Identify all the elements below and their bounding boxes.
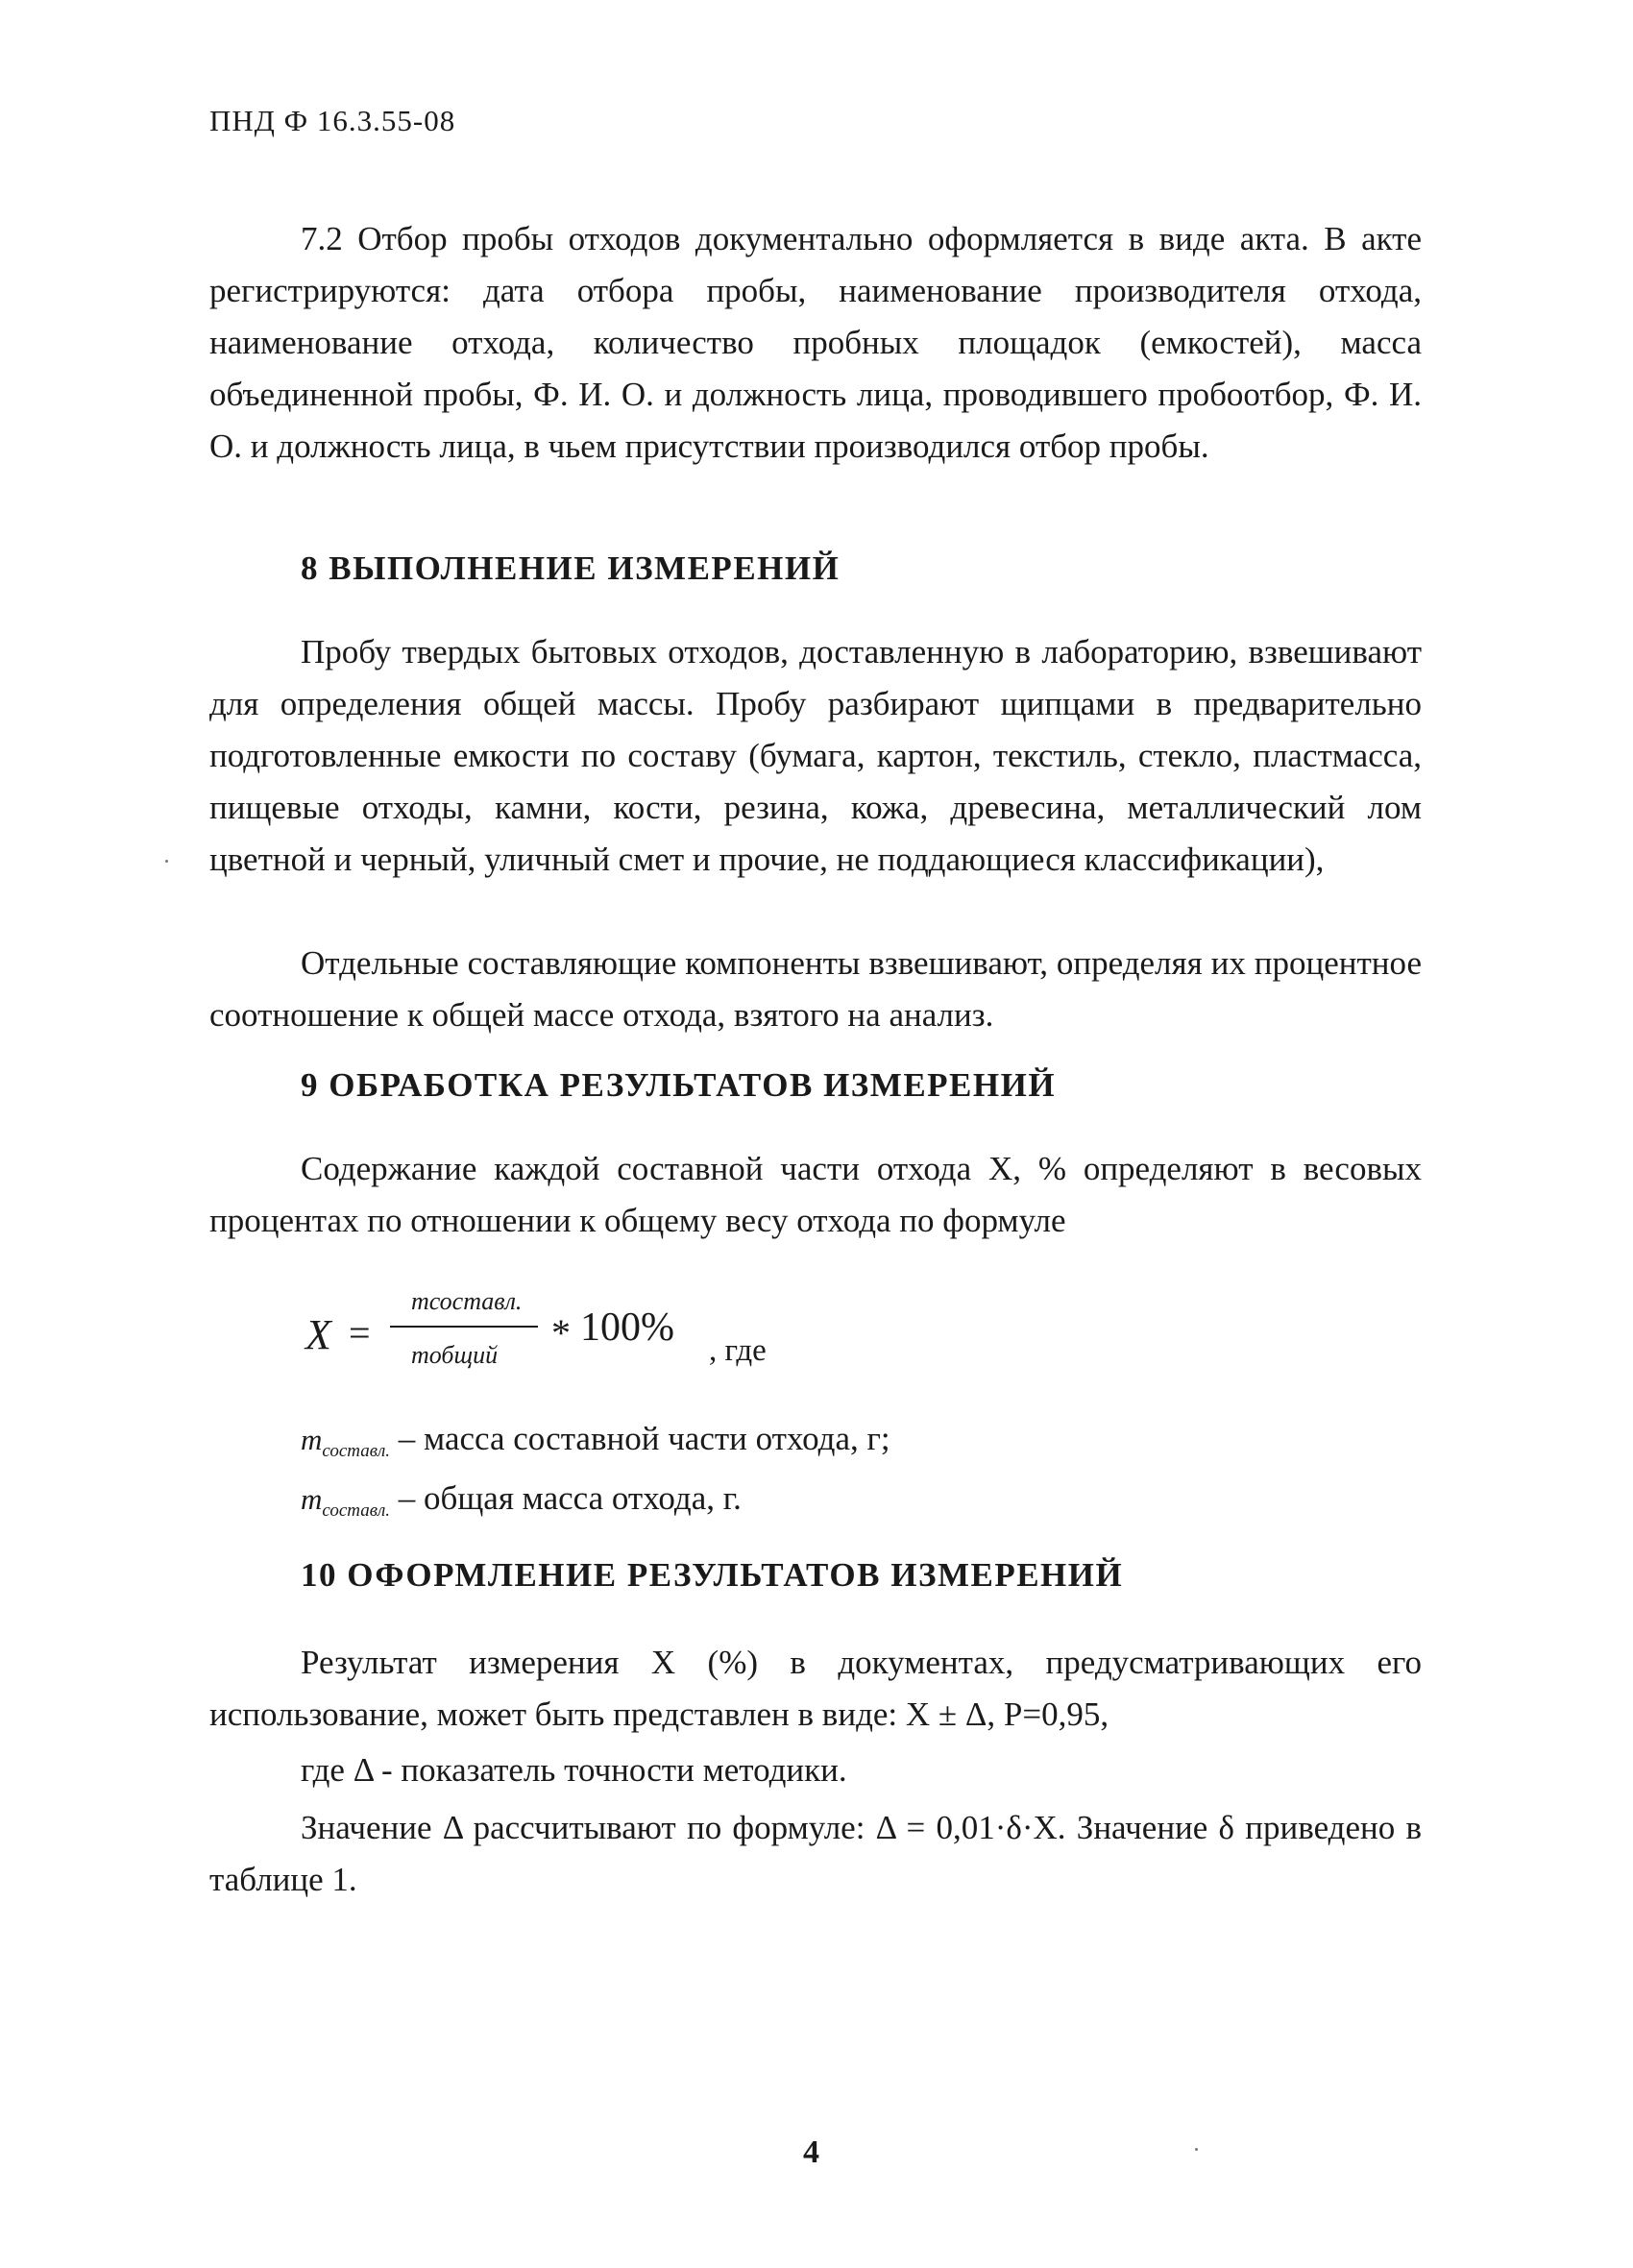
- section-8-paragraph-1: Пробу твердых бытовых отходов, доставленную в лабораторию, взвешивают для определения общей массы. Пробу разбирают щипцами в предварительно подготовленные емкости по составу (бумага, картон, текстиль, стекло, пластмасса, пищевые отходы, камни, кости, резина, кожа, древесина, металлический лом цветной и черный, уличный смет и прочие, не поддающиеся классификации),: [209, 633, 1422, 878]
- formula-numerator: mсоставл.: [411, 1287, 523, 1315]
- mass-fraction-formula: [305, 1285, 805, 1391]
- fraction-bar: [390, 1326, 538, 1328]
- formula-suffix: , где: [709, 1333, 767, 1368]
- formula-lhs: X: [305, 1311, 331, 1358]
- formula-multiply: *: [551, 1311, 571, 1354]
- definition-line: [301, 1420, 890, 1462]
- definition-symbol: $m_{составл.}$: [301, 1423, 391, 1462]
- scan-speck: [1195, 2148, 1198, 2151]
- definition-line: [301, 1479, 742, 1522]
- page-number: 4: [803, 2134, 819, 2170]
- section-8-heading: 8 ВЫПОЛНЕНИЕ ИЗМЕРЕНИЙ: [301, 549, 841, 587]
- formula-factor: 100%: [580, 1305, 674, 1350]
- section-8-paragraph-2: Отдельные составляющие компоненты взвешивают, определяя их процентное соотношение к общей массе отхода, взятого на анализ.: [209, 944, 1422, 1034]
- definition-symbol: $m_{составл.}$: [301, 1482, 391, 1522]
- section-10-heading: 10 ОФОРМЛЕНИЕ РЕЗУЛЬТАТОВ ИЗМЕРЕНИЙ: [301, 1556, 1124, 1594]
- formula-denominator: mобщий: [411, 1341, 499, 1369]
- section-10-paragraph-1: Результат измерения X (%) в документах, предусматривающих его использование, может быть представлен в виде: X ± Δ, P=0,95,: [209, 1644, 1422, 1733]
- definition-text: – масса составной части отхода, г;: [390, 1420, 890, 1457]
- paragraph-7-2: 7.2 Отбор пробы отходов документально оформляется в виде акта. В акте регистрируются: дата отбора пробы, наименование производителя отхода, наименование отхода, количество пробных площадок (емкостей), масса объединенной пробы, Ф. И. О. и должность лица, проводившего пробоотбор, Ф. И. О. и должность лица, в чьем присутствии производился отбор пробы.: [209, 220, 1422, 465]
- section-10-paragraph-3: Значение Δ рассчитывают по формуле: Δ = 0,01·δ·X. Значение δ приведено в таблице 1.: [209, 1809, 1422, 1898]
- scan-speck: [165, 860, 168, 863]
- definition-text: – общая масса отхода, г.: [390, 1479, 742, 1517]
- document-code: ПНД Ф 16.3.55-08: [209, 104, 456, 137]
- formula-equals: =: [349, 1311, 371, 1354]
- section-9-paragraph-1: Содержание каждой составной части отхода X, % определяют в весовых процентах по отношении к общему весу отхода по формуле: [209, 1150, 1422, 1239]
- section-9-heading: 9 ОБРАБОТКА РЕЗУЛЬТАТОВ ИЗМЕРЕНИЙ: [301, 1066, 1057, 1104]
- section-10-paragraph-2: где Δ - показатель точности методики.: [301, 1751, 847, 1789]
